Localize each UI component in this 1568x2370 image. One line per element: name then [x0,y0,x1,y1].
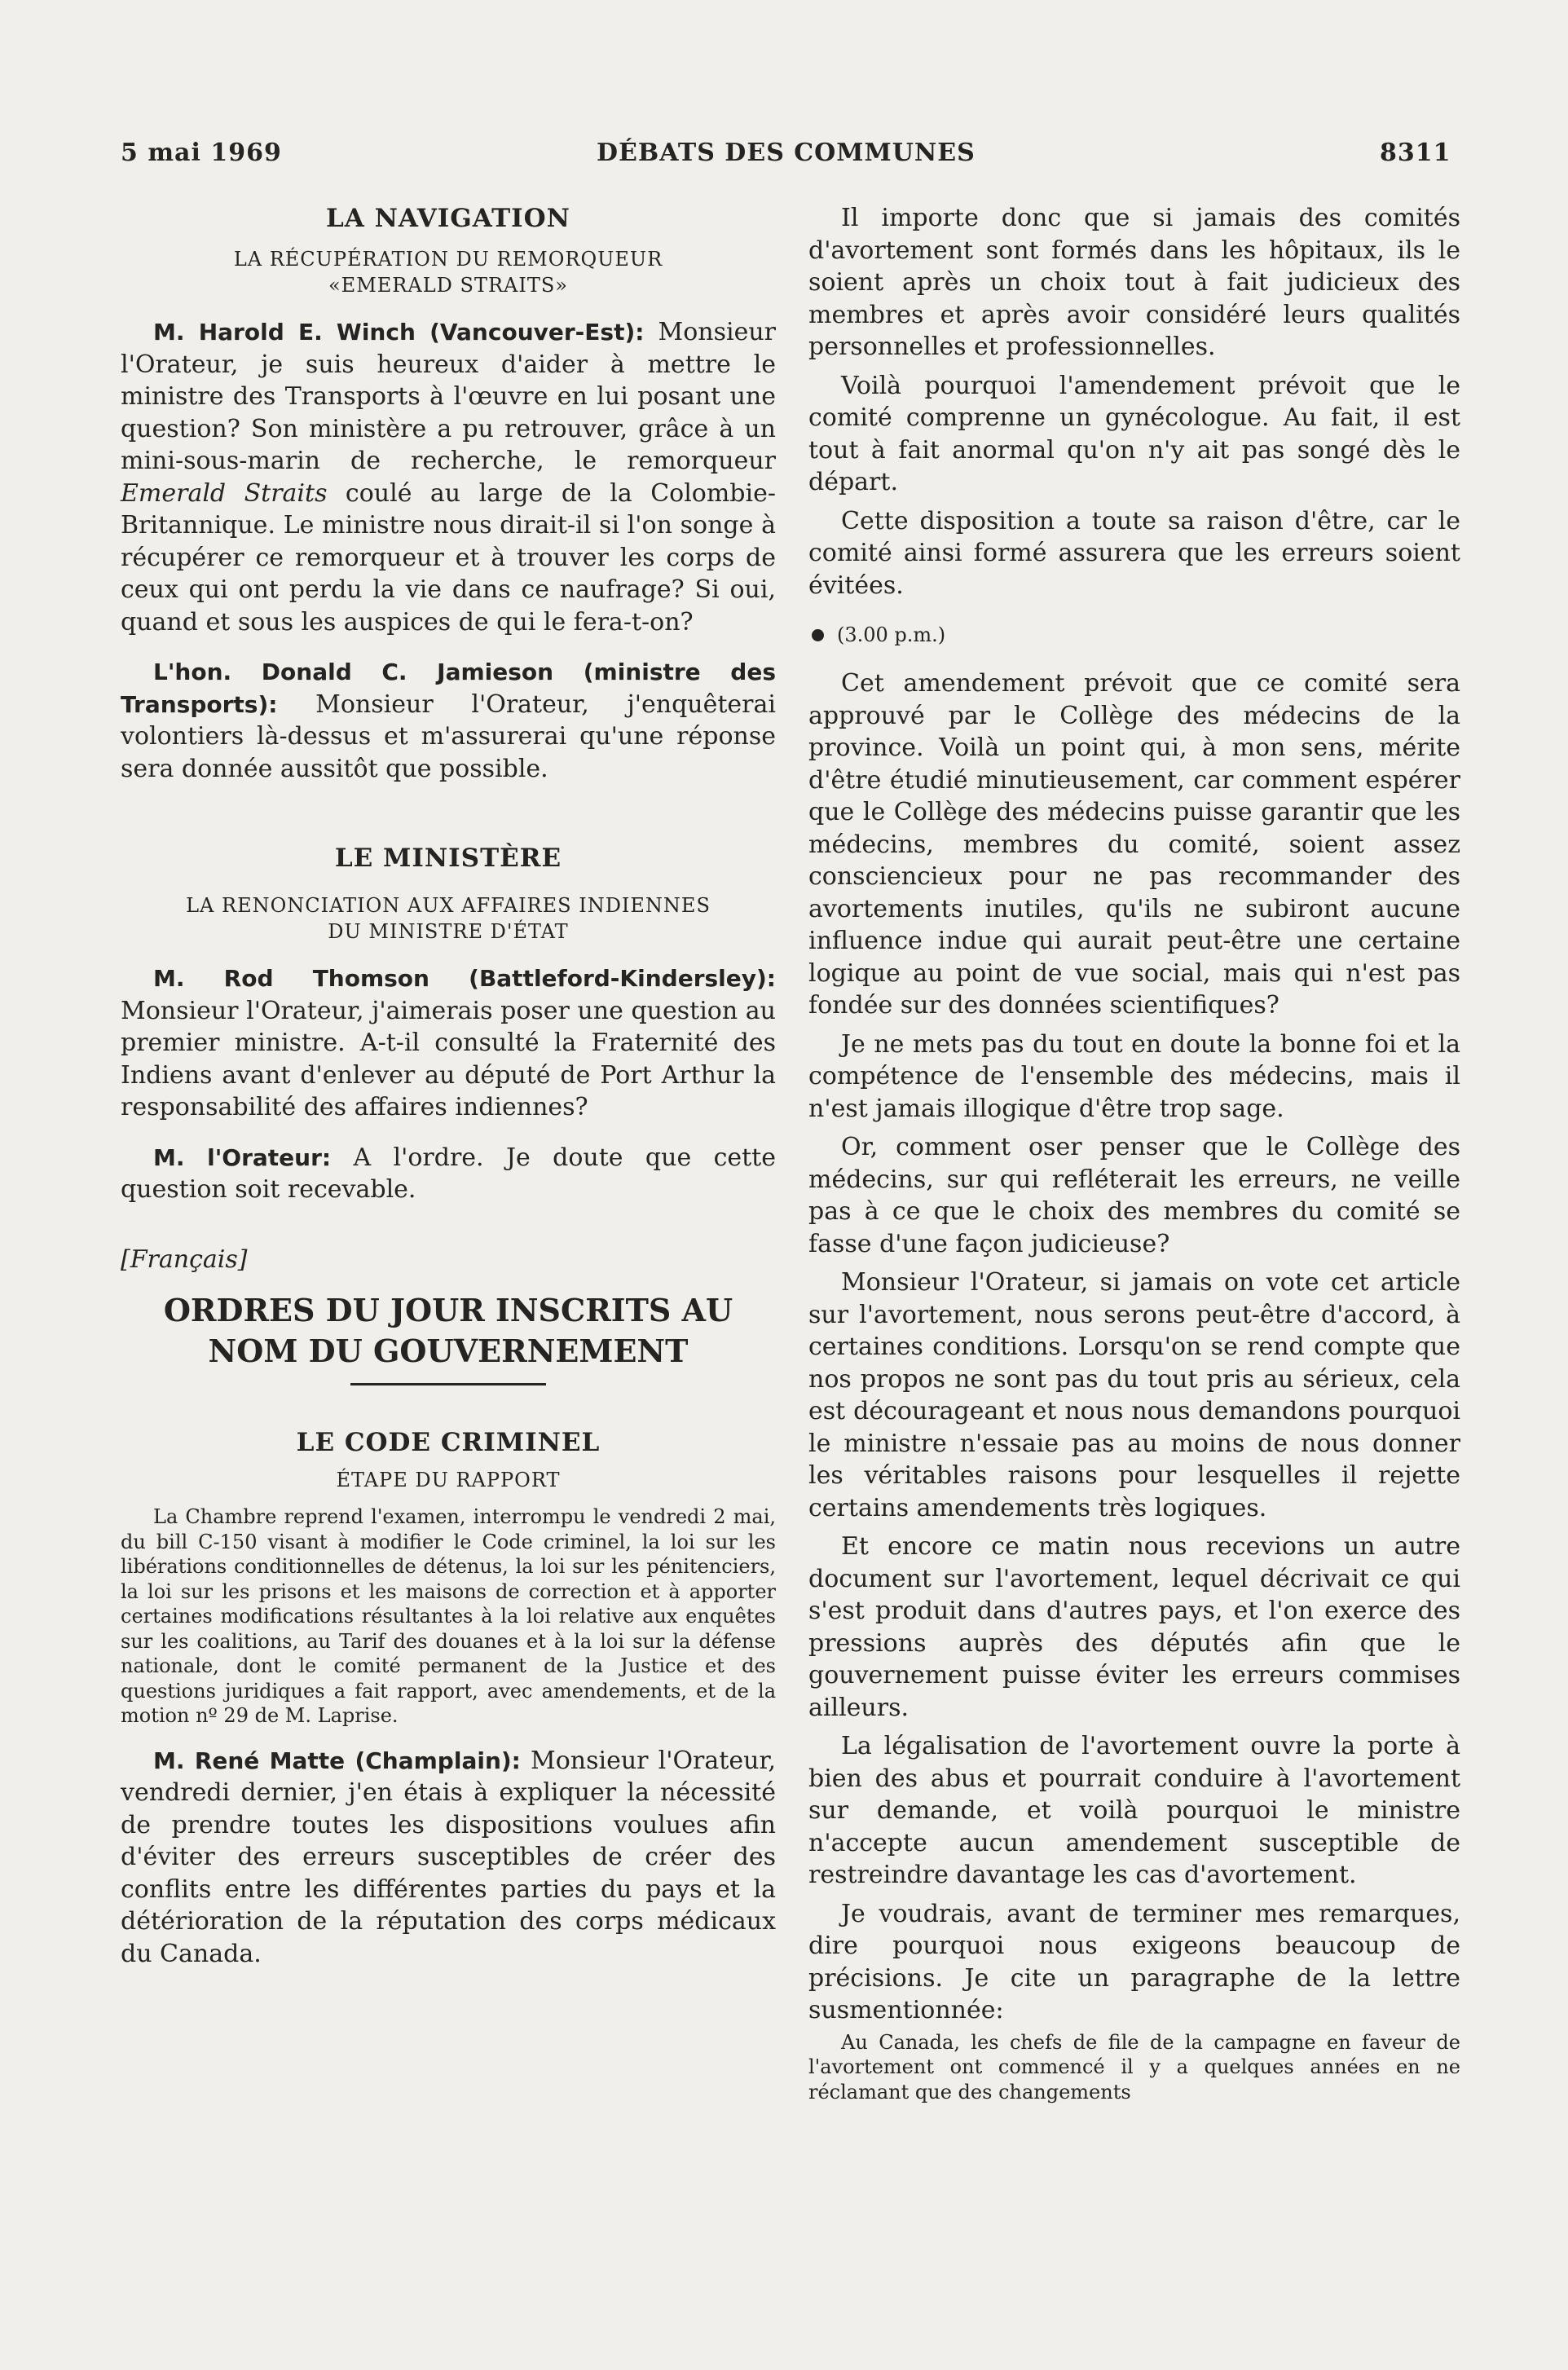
language-marker: [Français] [121,1244,248,1274]
header-date: 5 mai 1969 [121,139,282,167]
winch-text-a: Monsieur l'Orateur, je suis heureux d'aider à mettre le ministre des Transports à l'œuvre en lui posant une question? Son ministère a pu retrouver, grâce à un mini-sous-marin de recherche, le remorqueur [121,318,776,475]
bill-summary: La Chambre reprend l'examen, interrompu le vendredi 2 mai, du bill C-150 visant à modifier le Code criminel, la loi sur les libérations conditionnelles de détenus, la loi sur les pénitenciers, la loi sur les prisons et les maisons de correction et à apporter certaines modifications résultantes à la loi relative aux enquêtes sur les coalitions, au Tarif des douanes et à la loi sur la défense nationale, dont le comité permanent de la Justice et des questions juridiques a fait rapport, avec amendements, et de la motion nº 29 de M. Laprise. [121,1505,776,1727]
quoted-letter: Au Canada, les chefs de file de la campagne en faveur de l'avortement ont commencé il y a quelques années en ne réclamant que des changements [808,2030,1460,2103]
matte-speech [121,1745,776,1971]
paragraph-10: Je voudrais, avant de terminer mes remarques, dire pourquoi nous exigeons beaucoup de précisions. Je cite un paragraphe de la lettre susmentionnée: [808,1899,1460,2024]
paragraph-2: Voilà pourquoi l'amendement prévoit que le comité comprenne un gynécologue. Au fait, il est tout à fait anormal qu'on n'y ait pas songé dès le départ. [808,371,1460,496]
speaker-jamieson: L'hon. Donald C. Jamieson (ministre des Transports): [121,659,776,718]
thomson-question [121,963,776,1124]
paragraph-7: Monsieur l'Orateur, si jamais on vote cet article sur l'avortement, nous serons peut-être d'accord, à certaines conditions. Lorsqu'on se rend compte que nos propos ne sont pas du tout pris au sérieux, cela est décourageant et nous nous demandons pourquoi le ministre n'essaie pas au moins de nous donner les véritables raisons pour lesquelles il rejette certains amendements très logiques. [808,1268,1460,1522]
paragraph-4: Cet amendement prévoit que ce comité sera approuvé par le Collège des médecins de la province. Voilà un point qui, à mon sens, mérite d'être étudié minutieusement, car comment espérer que le Collège des médecins puisse garantir que les médecins, membres du comité, soient assez consciencieux pour ne pas recommander des avortements inutiles, qu'ils ne subiront aucune influence indue qui aurait peut-être une certaine logique au point de vue social, mais qui n'est pas fondée sur des données scientifiques? [808,669,1460,1020]
orders-title-line1: ORDRES DU JOUR INSCRITS AU [163,1292,733,1328]
section-title-criminal-code: LE CODE CRIMINEL [296,1428,601,1457]
left-column [121,202,776,1970]
section-title-navigation: LA NAVIGATION [325,204,571,233]
subtitle-tug-recovery: LA RÉCUPÉRATION DU REMORQUEUR [233,248,663,271]
time-marker-text: (3.00 p.m.) [837,623,946,646]
header-title: DÉBATS DES COMMUNES [597,139,976,167]
winch-text-b: coulé au large de la Colombie-Britannique. Le ministre nous dirait-il si l'on songe à récupérer ce remorqueur et à trouver les corps de ceux qui ont perdu la vie dans ce naufrage? Si oui, quand et sous les auspices de qui le fera-t-on? [121,478,776,637]
speaker-ruling [121,1142,776,1206]
subtitle-minister-of-state: DU MINISTRE D'ÉTAT [328,920,569,943]
speaker-winch: M. Harold E. Winch (Vancouver-Est): [153,319,645,346]
subtitle-emerald-straits: «EMERALD STRAITS» [328,274,568,297]
thomson-text: Monsieur l'Orateur, j'aimerais poser une question au premier ministre. A-t-il consulté la Fraternité des Indiens avant d'enlever au député de Port Arthur la responsabilité des affaires indiennes? [121,996,776,1121]
matte-text: Monsieur l'Orateur, vendredi dernier, j'en étais à expliquer la nécessité de prendre toutes les dispositions voulues afin d'éviter des erreurs susceptibles de créer des conflits entre les différentes parties du pays et la détérioration de la réputation des corps médicaux du Canada. [121,1746,776,1968]
paragraph-6: Or, comment oser penser que le Collège des médecins, sur qui refléterait les erreurs, ne veille pas à ce que le choix des membres du comité se fasse d'une façon judicieuse? [808,1133,1460,1258]
winch-question [121,316,776,638]
right-column [808,202,1460,2104]
paragraph-5: Je ne mets pas du tout en doute la bonne foi et la compétence de l'ensemble des médecins, mais il n'est jamais illogique d'être trop sage. [808,1029,1460,1123]
header-page-number: 8311 [1380,139,1451,167]
jamieson-text: Monsieur l'Orateur, j'enquêterai volontiers là-dessus et m'assurerai qu'une réponse sera donnée aussitôt que possible. [121,689,776,783]
paragraph-9: La légalisation de l'avortement ouvre la porte à bien des abus et pourrait conduire à l'avortement sur demande, et voilà pourquoi le ministre n'accepte aucun amendement susceptible de restreindre davantage les cas d'avortement. [808,1732,1460,1889]
subtitle-report-stage: ÉTAPE DU RAPPORT [336,1469,561,1491]
time-marker [808,619,1460,651]
speaker-thomson: M. Rod Thomson (Battleford-Kindersley): [153,965,776,992]
bullet-icon [812,629,824,641]
orateur-text: A l'ordre. Je doute que cette question soit recevable. [121,1143,776,1204]
orders-title-line2: NOM DU GOUVERNEMENT [208,1333,689,1369]
paragraph-8: Et encore ce matin nous recevions un autre document sur l'avortement, lequel décrivait ce qui s'est produit dans d'autres pays, et l'on exerce des pressions auprès des députés afin que le gouvernement puisse éviter les erreurs commises ailleurs. [808,1532,1460,1722]
subtitle-indian-affairs: LA RENONCIATION AUX AFFAIRES INDIENNES [186,894,711,917]
jamieson-answer [121,656,776,785]
speaker-orateur: M. l'Orateur: [153,1143,332,1171]
speaker-matte: M. René Matte (Champlain): [153,1747,521,1774]
vessel-name: Emerald Straits [121,478,328,508]
paragraph-1: Il importe donc que si jamais des comités d'avortement sont formés dans les hôpitaux, ils le soient après un choix tout à fait judicieux des membres et après avoir considéré leurs qualités personnelles et professionnelles. [808,204,1460,361]
section-title-ministere: LE MINISTÈRE [334,844,562,873]
paragraph-3: Cette disposition a toute sa raison d'être, car le comité ainsi formé assurera que les erreurs soient évitées. [808,506,1460,600]
